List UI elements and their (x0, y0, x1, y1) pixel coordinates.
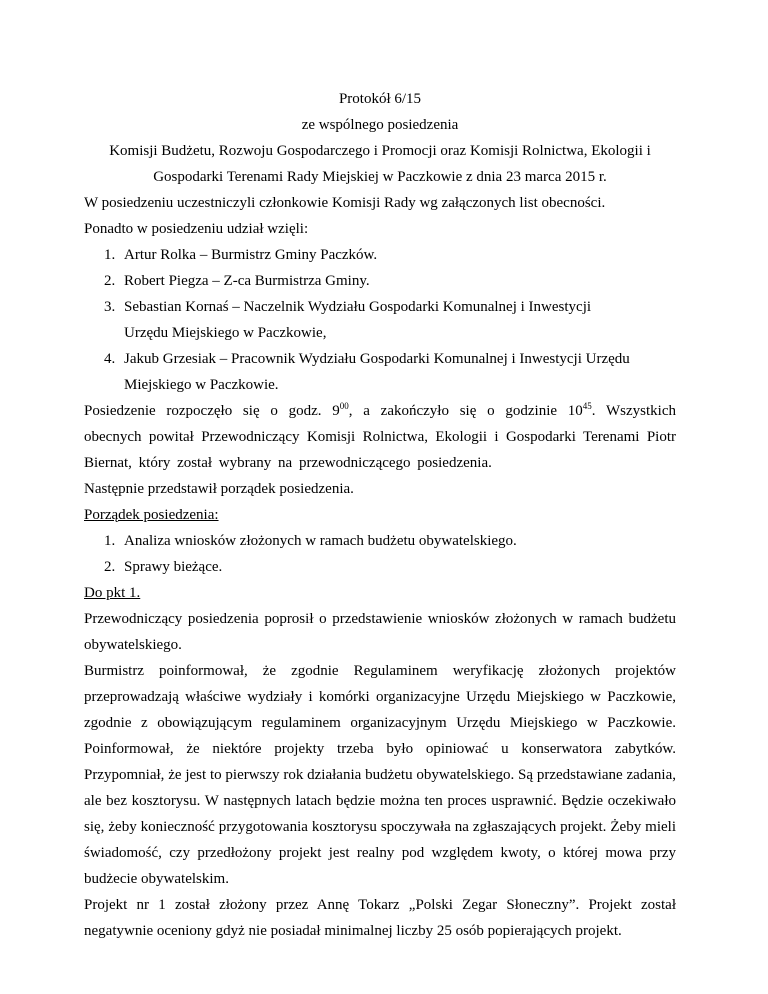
opening-start: Posiedzenie rozpoczęło się o godz. 9 (84, 403, 340, 419)
agenda-heading: Porządek posiedzenia: (84, 507, 219, 523)
document-title: Protokół 6/15 (338, 91, 422, 107)
list-item-text: Sebastian Kornaś – Naczelnik Wydziału Gospodarki Komunalnej i Inwestycji Urzędu Miejskiego w Paczkowie, (124, 299, 592, 341)
list-item (84, 346, 676, 398)
list-item (84, 242, 676, 268)
list-item-text: Jakub Grzesiak – Pracownik Wydziału Gospodarki Komunalnej i Inwestycji Urzędu Miejskiego w Paczkowie. (124, 351, 630, 393)
list-item-number: 2. (104, 273, 116, 289)
agenda-intro: Następnie przedstawił porządek posiedzenia. (84, 481, 354, 497)
list-item-text: Analiza wniosków złożonych w ramach budżetu obywatelskiego. (124, 533, 517, 549)
document-subtitle: ze wspólnego posiedzenia (301, 117, 459, 133)
list-item-number: 1. (104, 533, 116, 549)
list-item-number: 3. (104, 299, 116, 315)
also-present-text: Ponadto w posiedzeniu udział wzięli: (84, 221, 309, 237)
body-paragraph: Przewodniczący posiedzenia poprosił o przedstawienie wniosków złożonych w ramach budżetu obywatelskiego. (84, 611, 676, 653)
list-item-text: Sprawy bieżące. (124, 559, 223, 575)
document-page (84, 86, 676, 944)
agenda-list (84, 528, 676, 580)
list-item (84, 294, 676, 346)
body-paragraph: Projekt nr 1 został złożony przez Annę Tokarz „Polski Zegar Słoneczny”. Projekt został negatywnie oceniony gdyż nie posiadał minimalnej liczby 25 osób popierających projekt. (84, 897, 676, 939)
list-item-number: 1. (104, 247, 116, 263)
point-1-heading: Do pkt 1. (84, 585, 141, 601)
list-item-number: 4. (104, 351, 116, 367)
list-item-text: Robert Piegza – Z-ca Burmistrza Gminy. (124, 273, 370, 289)
participants-list (84, 242, 676, 398)
opening-mid: , a zakończyło się o godzinie 10 (348, 403, 583, 419)
body-paragraph: Burmistrz poinformował, że zgodnie Regulaminem weryfikację złożonych projektów przeprowadzają właściwe wydziały i komórki organizacyjne Urzędu Miejskiego w Paczkowie, zgodnie z obowiązującym regulaminem organizacyjnym Urzędu Miejskiego w Paczkowie. Poinformował, że niektóre projekty trzeba było opiniować u konserwatora zabytków. Przypomniał, że jest to pierwszy rok działania budżetu obywatelskiego. Są przedstawiane zadania, ale bez kosztorysu. W następnych latach będzie można ten proces usprawnić. Będzie oczekiwało się, żeby konieczność przygotowania kosztorysu spoczywała na zgłaszających projekt. Żeby mieli świadomość, czy przedłożony projekt jest realny pod względem kwoty, o której mowa przy budżecie obywatelskim. (84, 663, 676, 887)
opening-paragraph (84, 398, 676, 476)
end-time-minutes: 45 (582, 401, 592, 411)
list-item (84, 528, 676, 554)
committee-line-2: Gospodarki Terenami Rady Miejskiej w Paczkowie z dnia 23 marca 2015 r. (153, 169, 607, 185)
opening-rest: . Wszystkich obecnych powitał Przewodniczący Komisji Rolnictwa, Ekologii i Gospodarki Terenami Piotr Biernat, który został wybrany na przewodniczącego posiedzenia. (84, 403, 676, 471)
attendance-text: W posiedzeniu uczestniczyli członkowie Komisji Rady wg załączonych list obecności. (84, 195, 606, 211)
list-item-text: Artur Rolka – Burmistrz Gminy Paczków. (124, 247, 378, 263)
committee-line-1: Komisji Budżetu, Rozwoju Gospodarczego i Promocji oraz Komisji Rolnictwa, Ekologii i (109, 143, 651, 159)
start-time-minutes: 00 (339, 401, 349, 411)
list-item-number: 2. (104, 559, 116, 575)
list-item (84, 554, 676, 580)
list-item (84, 268, 676, 294)
